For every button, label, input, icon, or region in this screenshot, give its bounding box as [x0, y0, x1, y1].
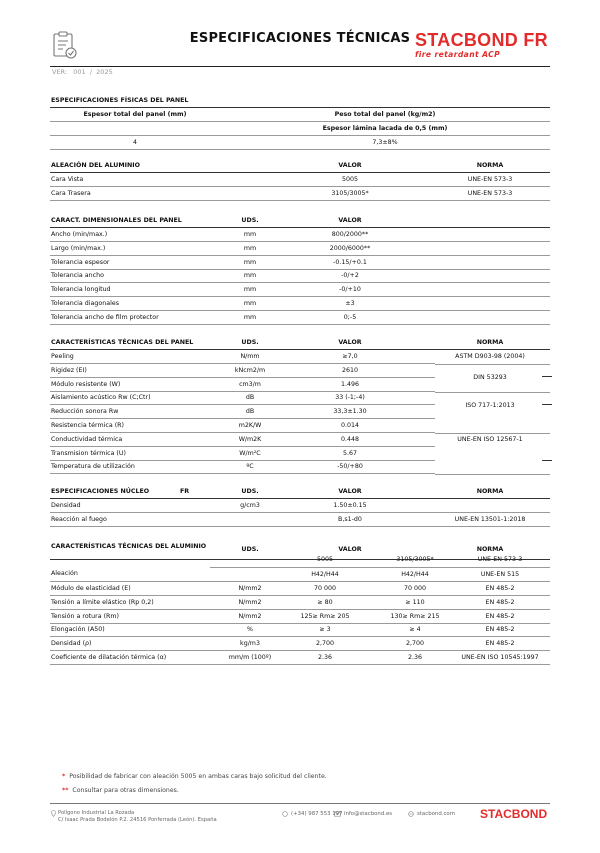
table-row [50, 378, 435, 392]
col-header: UDS. [241, 488, 259, 495]
norma-a: UNE-EN 573-3 [477, 556, 523, 563]
cell-value: 1.496 [340, 380, 360, 388]
row-label: Cara Trasera [51, 190, 91, 197]
col-header: VALOR [338, 339, 362, 346]
table-row [50, 447, 435, 461]
row-label: Peeling [51, 353, 74, 360]
section-heading: ESPECIFICACIONES FÍSICAS DEL PANEL [51, 97, 189, 104]
cell-value-b: 2.36 [407, 654, 423, 661]
cell-uds: W/m2K [238, 435, 262, 443]
row-label: Resistencia térmica (R) [51, 422, 124, 429]
row-label: Largo (min/max.) [51, 244, 106, 252]
header-divider [50, 66, 550, 67]
footer-address-2: C/ Isaac Prada Bodelón P.2. 24516 Ponferrada (León). España [58, 817, 217, 823]
row-label: Tolerancia espesor [51, 258, 110, 266]
table-row [50, 269, 550, 283]
row-label: Tolerancia longitud [51, 286, 111, 294]
cell-value: ≥7,0 [342, 353, 358, 360]
version-label: VER: [52, 68, 68, 76]
version-number: 001 [73, 68, 86, 76]
cell-value-b: ≥ 110 [405, 598, 425, 606]
cell-value-a: 2.36 [317, 654, 333, 661]
table-header-row [50, 122, 550, 136]
cell-value-a: 125≥ Rm≥ 205 [300, 612, 350, 620]
footnote-mark: * [62, 773, 66, 780]
globe-icon [408, 811, 414, 817]
row-label: Tolerancia ancho [51, 272, 104, 280]
brand-tagline: fire retardant ACP [415, 50, 501, 59]
cell-uds: N/mm2 [238, 612, 262, 620]
col-header: NORMA [476, 488, 504, 495]
cell-value-a: 70 000 [313, 585, 337, 592]
cell-value: 800/2000** [331, 231, 369, 238]
col-header: VALOR [338, 217, 362, 224]
table-row [50, 187, 550, 201]
norma-iso717: ISO 717-1:2013 [465, 402, 515, 409]
cell-uds: mm [243, 244, 257, 252]
cell-norma: EN 485-2 [485, 640, 515, 648]
table-row [50, 297, 550, 311]
cell-value: 0.014 [340, 422, 360, 429]
cell-uds: mm [243, 231, 257, 238]
row-label: Conductividad térmica [51, 435, 123, 443]
phone-icon [282, 811, 288, 817]
cell-value: B,s1-d0 [338, 516, 362, 523]
version-sep: / [89, 68, 93, 76]
table-row [50, 582, 550, 596]
col-header: NORMA [476, 162, 504, 169]
cell-uds: % [247, 626, 253, 634]
col-header: Espesor total del panel (mm) [83, 111, 187, 118]
col-header: UDS. [241, 217, 259, 224]
table-row [50, 499, 550, 513]
row-label: Elongación (A50) [51, 626, 105, 634]
cell-norma: UNE-EN 13501-1:2018 [454, 516, 526, 523]
row-label: Aislamiento acústico Rw (C;Ctr) [51, 394, 151, 402]
alloy-a: 5005 [316, 556, 334, 563]
table-row [50, 405, 435, 419]
cell-value: 2000/6000** [329, 244, 371, 252]
table-row [50, 311, 550, 325]
section-heading: CARACTERÍSTICAS TÉCNICAS DEL PANEL [51, 339, 194, 346]
row-label: Densidad [51, 502, 81, 509]
cell-uds: mm [243, 286, 257, 294]
footer-web: stacbond.com [417, 811, 455, 817]
col-header: UDS. [241, 546, 259, 553]
cell-norma: EN 485-2 [485, 612, 515, 620]
row-label: Tolerancia ancho de film protector [51, 313, 159, 321]
cell-value: 33 (-1;-4) [335, 394, 365, 402]
norma-astm: ASTM D903-98 (2004) [455, 353, 525, 360]
row-label: Reacción al fuego [51, 516, 107, 523]
cell-uds: mm [243, 313, 257, 321]
table-row [50, 350, 435, 364]
divider-mark [542, 460, 552, 461]
cell-uds: N/mm2 [238, 598, 262, 606]
table-row [50, 419, 435, 433]
cell-value: ±3 [345, 300, 355, 307]
table-row [50, 610, 550, 624]
table-row [50, 596, 550, 610]
cell-value: -0/+2 [341, 272, 359, 280]
section-heading: ALEACIÓN DEL ALUMINIO [51, 162, 140, 169]
norma-din: DIN 53293 [473, 374, 507, 381]
table-row [50, 242, 550, 256]
cell-norma: EN 485-2 [485, 585, 515, 592]
col-header: NORMA [476, 546, 504, 553]
divider [435, 474, 550, 475]
section-heading: CARACTERÍSTICAS TÉCNICAS DEL ALUMINIO [51, 543, 207, 550]
cell-value: 5.67 [342, 449, 358, 457]
table-row [50, 283, 550, 297]
cell-norma: UNE-EN ISO 10545:1997 [461, 654, 539, 661]
table-header-row [50, 108, 550, 122]
footnote-2 [62, 787, 179, 794]
footer-divider [50, 803, 550, 804]
cell-value-b: 2,700 [405, 640, 425, 648]
footer-phone: (+34) 987 553 197 [291, 811, 343, 817]
row-label: Reducción sonora Rw [51, 408, 119, 416]
norma-b: UNE-EN 515 [480, 571, 520, 578]
cell-uds: W/m²C [239, 449, 261, 457]
divider-mark [542, 404, 552, 405]
footnote-text: Consultar para otras dimensiones. [72, 787, 179, 794]
section-heading-row [50, 159, 550, 173]
cell-uds: g/cm3 [240, 502, 260, 509]
cell-uds: dB [245, 394, 255, 402]
col-header: UDS. [241, 339, 259, 346]
table-row [50, 364, 435, 378]
footer-email: info@stacbond.es [344, 811, 393, 817]
section-heading-row [50, 485, 550, 499]
cell-norma: EN 485-2 [485, 626, 515, 634]
cell-uds: ºC [246, 463, 254, 471]
norma-iso12567: UNE-EN ISO 12567-1 [457, 436, 523, 443]
table-row [50, 460, 435, 474]
email-icon [334, 811, 341, 817]
section-heading-row [50, 214, 550, 228]
table-row [50, 391, 435, 405]
footer-address-1: Polígono Industrial La Rozada [58, 810, 135, 816]
cell-norma: UNE-EN 573-3 [467, 176, 513, 183]
location-pin-icon [51, 810, 56, 817]
cell-value-a: 2,700 [315, 640, 335, 648]
divider-mark [542, 376, 552, 377]
table-row [50, 433, 435, 447]
cell-value-a: ≥ 3 [319, 626, 331, 634]
version-line [52, 68, 113, 76]
section-heading-row [50, 336, 550, 350]
col-header: VALOR [338, 546, 362, 553]
table-row [50, 513, 550, 527]
cell-value-b: 130≥ Rm≥ 215 [390, 612, 440, 620]
row-label: Cara Vista [51, 176, 84, 183]
table-row [50, 256, 550, 270]
brand-logo: STACBOND FR [415, 30, 548, 50]
col-header: NORMA [476, 339, 504, 346]
row-label: Tensión a rotura (Rm) [51, 612, 120, 620]
cell-value: 7,3±8% [372, 139, 398, 146]
table-row [50, 136, 550, 150]
section-heading-row [50, 94, 550, 108]
cell-uds: N/mm2 [238, 585, 262, 592]
cell-value: -50/+80 [337, 463, 363, 471]
row-label: Temperatura de utilización [51, 463, 135, 471]
cell-value: 5005 [341, 176, 359, 183]
table-row [50, 228, 550, 242]
section-heading: ESPECIFICACIONES NÚCLEO [51, 488, 150, 495]
cell-value: 4 [132, 139, 137, 146]
cell-value: 33,3±1.30 [333, 408, 367, 416]
cell-uds: N/mm [240, 353, 260, 360]
cell-value-a: ≥ 80 [317, 598, 333, 606]
cell-norma: EN 485-2 [485, 598, 515, 606]
temper-b: H42/H44 [401, 571, 429, 578]
alloy-b: 3105/3005* [396, 556, 434, 563]
row-label: Aleación [51, 570, 78, 577]
footnote-mark: ** [62, 787, 69, 794]
cell-uds: mm [243, 300, 257, 307]
col-header: Peso total del panel (kg/m2) [334, 111, 436, 118]
cell-uds: mm [243, 272, 257, 280]
divider [435, 364, 550, 365]
cell-value: 0.448 [340, 435, 360, 443]
cell-uds: mm/m (100º) [228, 654, 272, 661]
table-row [50, 623, 550, 637]
row-label: Tolerancia diagonales [51, 300, 119, 307]
section-heading: CARACT. DIMENSIONALES DEL PANEL [51, 217, 182, 224]
cell-value: -0/+10 [339, 286, 361, 294]
row-label: Módulo resistente (W) [51, 380, 121, 388]
table-row [50, 637, 550, 651]
page-title: ESPECIFICACIONES TÉCNICAS [189, 31, 411, 46]
cell-value: -0.15/+0.1 [333, 258, 367, 266]
row-label: Tensión a límite elástico (Rp 0,2) [51, 598, 154, 606]
cell-uds: kNcm2/m [234, 366, 266, 374]
row-label: Rigidez (EI) [51, 366, 87, 374]
cell-value: 3105/3005* [331, 190, 369, 197]
cell-uds: m2K/W [238, 422, 262, 429]
cell-value-b: 70 000 [403, 585, 427, 592]
row-label: Densidad (ρ) [51, 640, 92, 648]
cell-uds: kg/m3 [240, 640, 260, 648]
cell-value: 2610 [341, 366, 359, 374]
divider [435, 392, 550, 393]
cell-uds: dB [245, 408, 255, 416]
cell-value: 1.50±0.15 [333, 502, 367, 509]
row-label: Coeficiente de dilatación térmica (α) [51, 654, 167, 661]
footer-brand-logo: STACBOND [480, 807, 548, 821]
table-row [50, 173, 550, 187]
section-heading-row [50, 540, 550, 554]
row-label: Transmision térmica (U) [51, 449, 126, 457]
col-header: VALOR [338, 488, 362, 495]
footnote-text: Posibilidad de fabricar con aleación 5005 en ambas caras bajo solicitud del cliente. [69, 773, 327, 780]
cell-norma: UNE-EN 573-3 [467, 190, 513, 197]
footnote-1 [62, 773, 327, 780]
cell-value-b: ≥ 4 [409, 626, 421, 634]
row-label: Ancho (min/max.) [51, 231, 108, 238]
version-year: 2025 [96, 68, 113, 76]
table-row [50, 651, 550, 665]
core-type: FR [180, 488, 190, 495]
cell-value: 0;-5 [343, 313, 357, 321]
cell-uds: mm [243, 258, 257, 266]
col-header: VALOR [338, 162, 362, 169]
col-header: Espesor lámina lacada de 0,5 (mm) [322, 125, 448, 132]
temper-a: H42/H44 [311, 571, 339, 578]
cell-uds: cm3/m [239, 380, 261, 388]
row-label: Módulo de elasticidad (E) [51, 585, 131, 592]
